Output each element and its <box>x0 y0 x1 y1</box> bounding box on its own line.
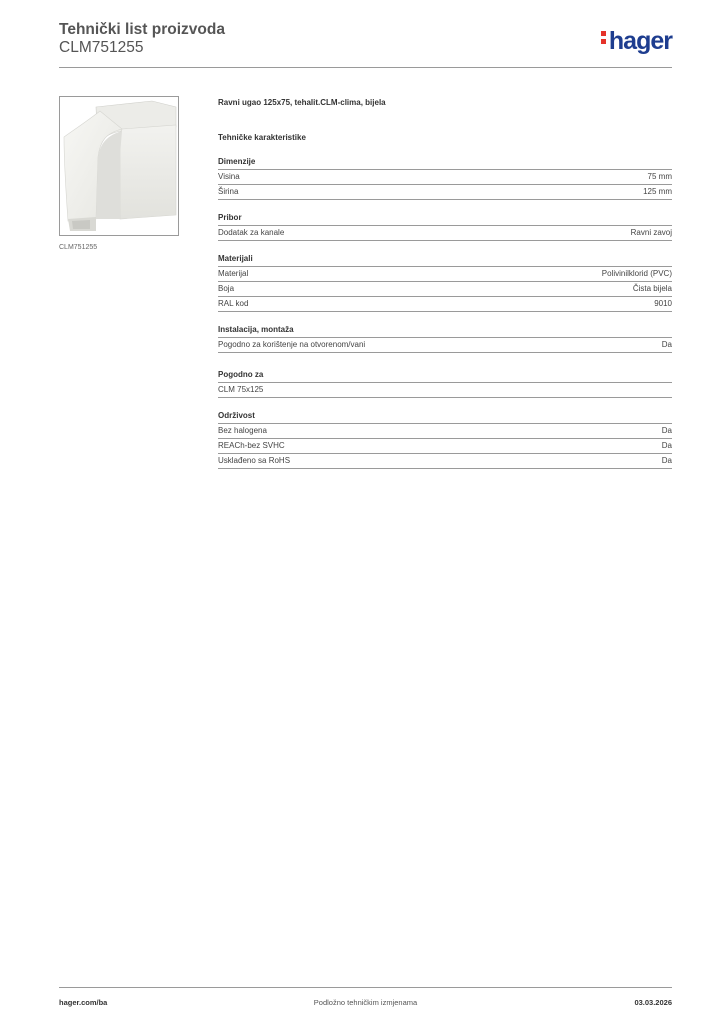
image-caption: CLM751255 <box>59 244 98 251</box>
spec-label: REACh-bez SVHC <box>218 441 285 450</box>
spec-section <box>218 155 672 200</box>
section-heading: Pribor <box>218 211 672 226</box>
spec-row <box>218 226 672 241</box>
spec-sections <box>218 155 672 469</box>
spec-label: Visina <box>218 172 240 181</box>
spec-label: Bez halogena <box>218 426 267 435</box>
spec-value: Da <box>661 441 672 450</box>
spec-label: Dodatak za kanale <box>218 228 285 237</box>
hager-logo <box>601 27 672 56</box>
spec-section <box>218 409 672 469</box>
spec-row <box>218 170 672 185</box>
section-heading: Dimenzije <box>218 155 672 170</box>
footer-date: 03.03.2026 <box>634 998 672 1007</box>
logo-dots-icon <box>601 28 606 47</box>
spec-label: Širina <box>218 187 239 196</box>
spec-row <box>218 383 672 398</box>
spec-label: Materijal <box>218 269 249 278</box>
spec-subtitle: Tehničke karakteristike <box>218 133 306 142</box>
spec-value: 75 mm <box>647 172 672 181</box>
section-heading: Instalacija, montaža <box>218 323 672 338</box>
spec-row <box>218 424 672 439</box>
spec-section <box>218 252 672 312</box>
spec-section <box>218 368 672 398</box>
header-divider <box>59 67 672 68</box>
spec-label: Pogodno za korištenje na otvorenom/vani <box>218 340 366 349</box>
section-heading: Materijali <box>218 252 672 267</box>
spec-section <box>218 211 672 241</box>
spec-value: Da <box>661 456 672 465</box>
spec-row <box>218 454 672 469</box>
spec-row <box>218 297 672 312</box>
spec-row <box>218 267 672 282</box>
spec-value: Ravni zavoj <box>630 228 672 237</box>
spec-sheet <box>218 96 672 469</box>
section-heading: Pogodno za <box>218 368 672 383</box>
spec-label: CLM 75x125 <box>218 385 264 394</box>
spec-row <box>218 185 672 200</box>
section-heading: Održivost <box>218 409 672 424</box>
product-name: Ravni ugao 125x75, tehalit.CLM-clima, bijela <box>218 98 386 107</box>
spec-row <box>218 282 672 297</box>
footer-note: Podložno tehničkim izmjenama <box>313 998 418 1007</box>
product-code: CLM751255 <box>59 39 144 56</box>
product-image-elbow-icon <box>60 97 178 235</box>
page-header <box>59 21 672 69</box>
footer-website: hager.com/ba <box>59 998 108 1007</box>
spec-value: Čista bijela <box>632 284 672 293</box>
spec-section <box>218 323 672 353</box>
spec-value: 9010 <box>654 299 672 308</box>
product-image <box>59 96 179 236</box>
spec-value: 125 mm <box>643 187 672 196</box>
spec-value: Polivinilklorid (PVC) <box>601 269 672 278</box>
document-title: Tehnički list proizvoda <box>59 21 225 38</box>
spec-value: Da <box>661 340 672 349</box>
spec-row <box>218 338 672 353</box>
spec-label: Boja <box>218 284 235 293</box>
logo-text: hager <box>608 27 672 55</box>
spec-value: Da <box>661 426 672 435</box>
page-footer <box>59 987 672 1007</box>
spec-label: Usklađeno sa RoHS <box>218 456 291 465</box>
spec-label: RAL kod <box>218 299 249 308</box>
spec-row <box>218 439 672 454</box>
